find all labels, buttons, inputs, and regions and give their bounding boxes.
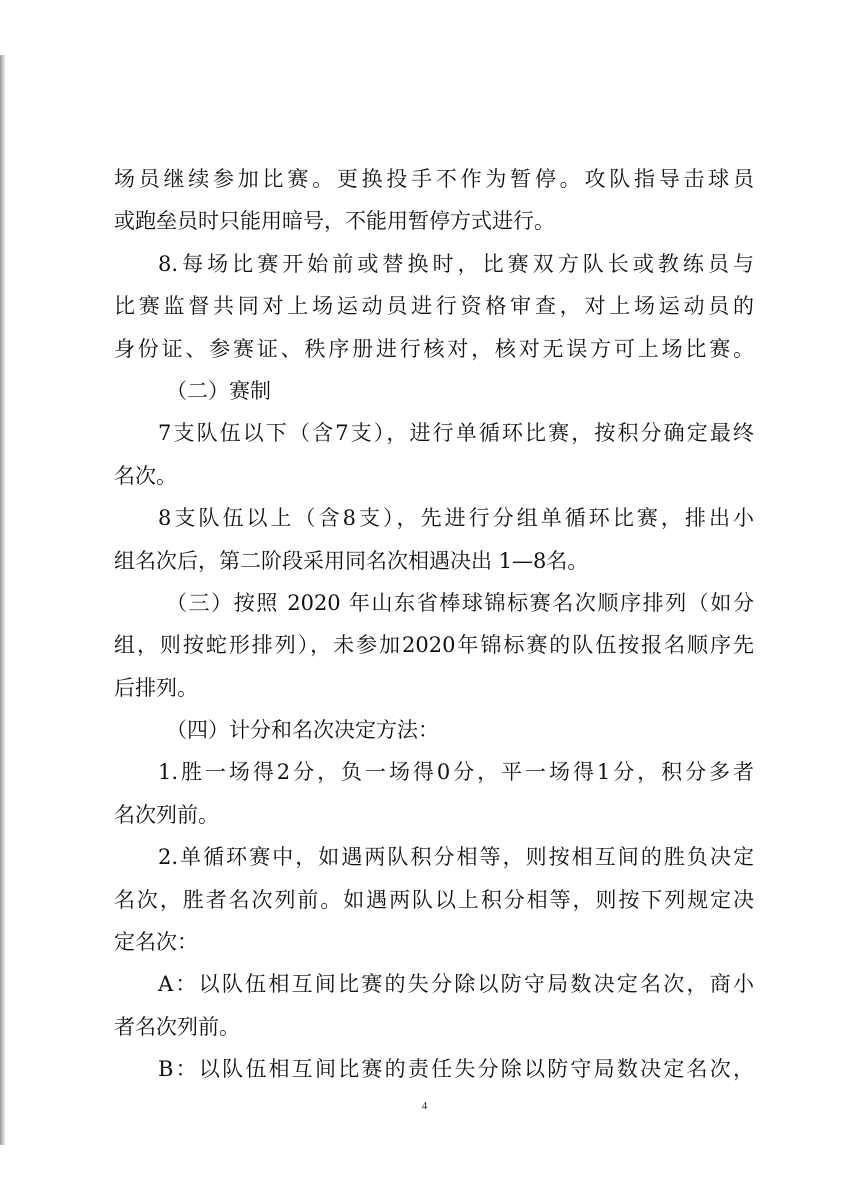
section-heading: （二）赛制 xyxy=(166,378,271,403)
text-line: （三）按照 2020 年山东省棒球锦标赛名次顺序排列（如分 xyxy=(166,590,754,615)
scan-shadow-edge xyxy=(0,55,6,1145)
text-line: 名次列前。 xyxy=(114,802,219,827)
text-line: 或跑垒员时只能用暗号，不能用暂停方式进行。 xyxy=(114,209,555,234)
text-line: 名次。 xyxy=(114,463,177,488)
text-line: 定名次： xyxy=(114,930,198,955)
text-line: 组名次后，第二阶段采用同名次相遇决出 1—8名。 xyxy=(114,548,589,573)
text-line: 8支队伍以上（含8支），先进行分组单循环比赛，排出小 xyxy=(158,506,754,531)
page-number: 4 xyxy=(421,1100,428,1112)
text-line: 场员继续参加比赛。更换投手不作为暂停。攻队指导击球员 xyxy=(114,167,754,191)
text-line: 比赛监督共同对上场运动员进行资格审查，对上场运动员的 xyxy=(114,294,754,319)
text-line: A：以队伍相互间比赛的失分除以防守局数决定名次，商小 xyxy=(158,972,754,997)
text-line: B：以队伍相互间比赛的责任失分除以防守局数决定名次， xyxy=(158,1057,754,1082)
section-heading: （四）计分和名次决定方法： xyxy=(166,718,439,743)
text-line: 7支队伍以下（含7支），进行单循环比赛，按积分确定最终 xyxy=(158,421,754,446)
text-line: 者名次列前。 xyxy=(114,1014,240,1039)
text-line: 后排列。 xyxy=(114,675,198,700)
text-line: 2.单循环赛中，如遇两队积分相等，则按相互间的胜负决定 xyxy=(158,845,754,870)
text-line: 名次，胜者名次列前。如遇两队以上积分相等，则按下列规定决 xyxy=(114,887,754,912)
text-line: 8.每场比赛开始前或替换时，比赛双方队长或教练员与 xyxy=(158,251,754,276)
body-text xyxy=(114,158,754,1091)
text-line: 身份证、参赛证、秩序册进行核对，核对无误方可上场比赛。 xyxy=(114,336,754,361)
text-line: 1.胜一场得2分，负一场得0分，平一场得1分，积分多者 xyxy=(158,760,754,785)
text-line: 组，则按蛇形排列），未参加2020年锦标赛的队伍按报名顺序先 xyxy=(114,633,754,658)
